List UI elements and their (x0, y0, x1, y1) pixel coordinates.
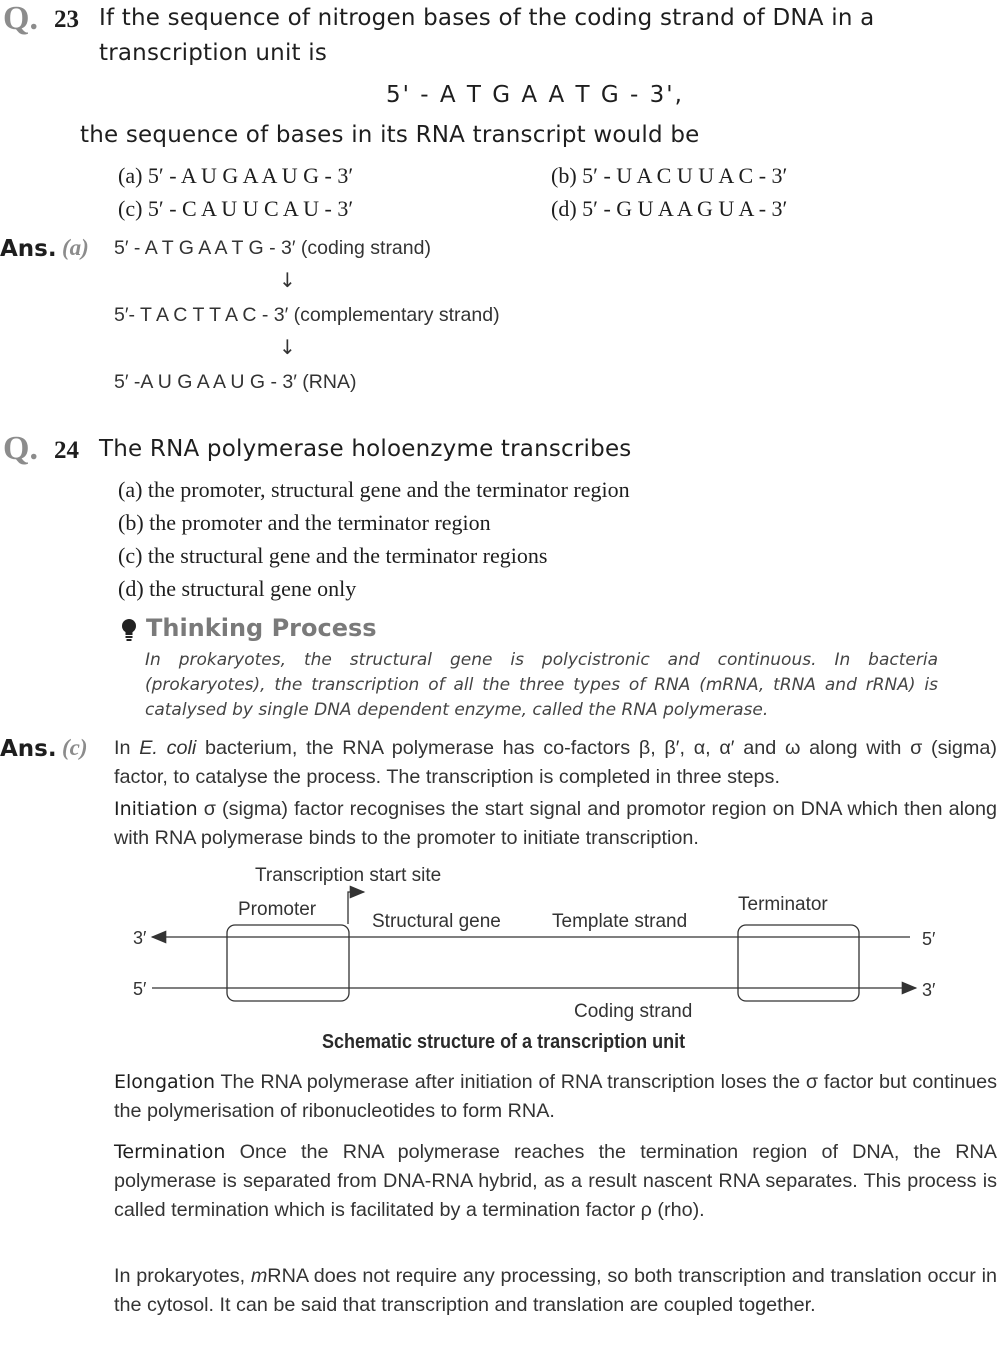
q23-sequence: 5' - A T G A A T G - 3', (386, 82, 684, 108)
structural-gene-label: Structural gene (372, 911, 501, 932)
q23-answer-coding: 5′ - A T G A A T G - 3′ (coding strand) (114, 237, 431, 259)
answer-option: (c) (62, 735, 88, 760)
q24-termination: Termination Once the RNA polymerase reaches the termination region of DNA, the RNA polymerase is separated from DNA-RNA hybrid, as a result nascent RNA separates. This process is called termination which is facilitated by a termination factor ρ (rho). (114, 1141, 997, 1221)
termination-heading: Termination (114, 1141, 226, 1163)
bottom-right-end-label: 3′ (922, 980, 936, 1000)
q24-initiation: Initiation σ (sigma) factor recognises the start signal and promotor region on DNA which then along with RNA polymerase binds to the promoter to initiate transcription. (114, 798, 997, 849)
top-left-end-label: 3′ (133, 928, 147, 948)
top-right-end-label: 5′ (922, 929, 936, 949)
q23-stem-line3: the sequence of bases in its RNA transcript would be (80, 122, 700, 148)
thinking-process-text: In prokaryotes, the structural gene is polycistronic and continuous. In bacteria (prokaryotes), the transcription of all the three types of RNA (mRNA, tRNA and rRNA) is catalysed by single DNA dependent enzyme, called the RNA polymerase. (145, 650, 938, 720)
q24-elongation: Elongation The RNA polymerase after initiation of RNA transcription loses the σ factor but continues the polymerisation of ribonucleotides to form RNA. (114, 1071, 997, 1122)
q24-option-d: (d) the structural gene only (118, 576, 357, 601)
q24-answer-intro: In E. coli bacterium, the RNA polymerase has co-factors β, β′, α, α′ and ω along with σ (sigma) factor, to catalyse the process. The transcription is completed in three steps. (114, 737, 997, 788)
transcription-unit-diagram (120, 858, 960, 1028)
question-marker: Q. (3, 0, 38, 37)
q23-option-a: (a) 5′ - A U G A A U G - 3′ (118, 163, 354, 188)
q24-option-b: (b) the promoter and the terminator region (118, 510, 491, 535)
question-number: 24 (54, 437, 79, 464)
answer-option: (a) (62, 235, 89, 260)
q24-stem: The RNA polymerase holoenzyme transcribes (99, 436, 632, 462)
bottom-left-end-label: 5′ (133, 979, 147, 999)
down-arrow-icon: ↓ (279, 268, 296, 292)
terminator-label: Terminator (738, 894, 828, 915)
q24-option-a: (a) the promoter, structural gene and the terminator region (118, 477, 630, 502)
thinking-process-title: Thinking Process (146, 614, 377, 642)
question-marker: Q. (3, 430, 38, 467)
q23-option-d: (d) 5′ - G U A A G U A - 3′ (551, 196, 788, 221)
start-site-arrow-icon (348, 892, 364, 924)
q24-final-paragraph: In prokaryotes, mRNA does not require any processing, so both transcription and translation occur in the cytosol. It can be said that transcription and translation are coupled together. (114, 1265, 997, 1316)
question-number: 23 (54, 6, 79, 33)
q23-stem-line1: If the sequence of nitrogen bases of the coding strand of DNA in a (99, 5, 875, 31)
elongation-heading: Elongation (114, 1071, 216, 1093)
diagram-caption: Schematic structure of a transcription unit (322, 1031, 686, 1053)
lightbulb-icon (120, 618, 138, 642)
coding-strand-label: Coding strand (574, 1001, 693, 1022)
q23-answer-complementary: 5′- T A C T T A C - 3′ (complementary strand) (114, 304, 500, 326)
answer-label: Ans. (0, 736, 57, 762)
down-arrow-icon: ↓ (279, 335, 296, 359)
q24-option-c: (c) the structural gene and the terminator regions (118, 543, 548, 568)
promoter-label: Promoter (238, 899, 317, 920)
template-strand-label: Template strand (552, 911, 688, 932)
q23-option-c: (c) 5′ - C A U U C A U - 3′ (118, 196, 354, 221)
q23-answer-rna: 5′ -A U G A A U G - 3′ (RNA) (114, 371, 357, 393)
q23-option-b: (b) 5′ - U A C U U A C - 3′ (551, 163, 788, 188)
answer-label: Ans. (0, 236, 57, 262)
start-site-label: Transcription start site (255, 865, 442, 886)
q23-stem-line2: transcription unit is (99, 40, 328, 66)
initiation-heading: Initiation (114, 798, 198, 820)
